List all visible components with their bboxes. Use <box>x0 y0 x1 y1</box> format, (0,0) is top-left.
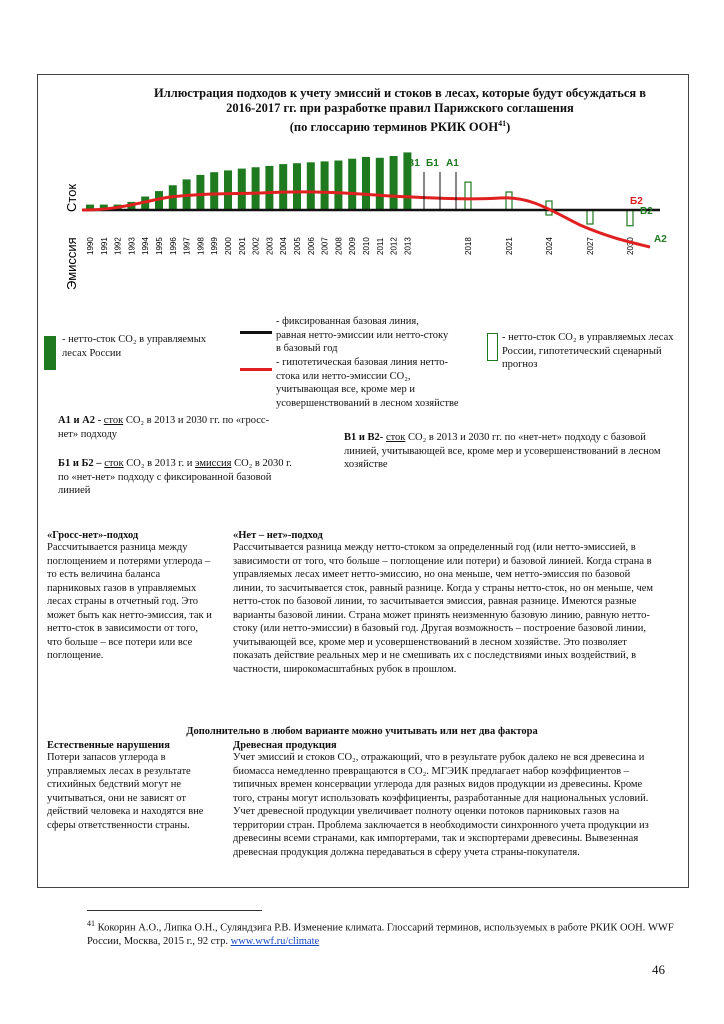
year-label-2010: 2010 <box>362 237 371 255</box>
bar-2000 <box>224 170 232 210</box>
gross-heading: «Гросс-нет»-подход <box>47 530 139 541</box>
label-b2: Б2 <box>630 196 643 207</box>
def-b: Б1 и Б2 – сток CO₂ в 2013 г. и эмиссия CO₂ в 2030 г. по «нет-нет» подходу с фиксированной базовой линией <box>58 458 292 496</box>
natural-body: Потери запасов углерода в управляемых лесах в результате стихийных бедствий могут не учитываться, они не зависят от действий человека и находятся вне сферы ответственности страны. <box>47 752 204 831</box>
footnote-divider <box>87 910 262 911</box>
title-line-3: (по глоссарию терминов РКИК ООН$^{41}$) <box>289 119 511 135</box>
bar-1999 <box>210 172 218 210</box>
legend-green-solid-label: - нетто-сток CO₂ в управляемых лесах России <box>62 334 207 359</box>
label-b1: Б1 <box>426 158 439 169</box>
year-label-2008: 2008 <box>334 237 344 255</box>
legend-black-line <box>240 331 272 334</box>
year-label-2009: 2009 <box>348 237 358 255</box>
year-label-1994: 1994 <box>141 237 151 255</box>
label-a2: А2 <box>654 234 667 245</box>
legend-red-label: - гипотетическая базовая линия нетто-стока или нетто-эмиссии CO₂, учитывающая все, кроме мер и усовершенствований в лесном хозяйстве <box>276 357 459 409</box>
year-label-1998: 1998 <box>196 237 206 255</box>
wood-heading: Древесная продукция <box>233 740 337 751</box>
footnote-link[interactable]: www.wwf.ru/climate <box>230 936 320 947</box>
legend-red-line <box>240 368 272 371</box>
title-line-1: Иллюстрация подходов к учету эмиссий и стоков в лесах, которые будут обсуждаться в <box>153 86 647 100</box>
carbon-chart <box>60 150 680 300</box>
net-body: Рассчитывается разница между нетто-стоком за определенный год (или нетто-эмиссией, в зависимости от того, что больше – поглощение или потери) и базовой линией. Когда страна в управляемых лесах имеет нетто-эмиссию, но она меньше, чем нетто-эмиссия по базовой линии, то засчитывается сток, равный разнице. Когда у страны нетто-сток, но он меньше, чем нетто-сток по базовой линии, то засчитывается эмиссия, равная разнице. Имеются разные варианты базовой линии. Страна может принять неизменную базовую линию, равную нетто-стоку (или нетто-эмиссии) в базовый год. Другая возможность – построение базовой линии, учитывающей все, кроме мер и усовершенствований в лесном хозяйстве. Это позволяет показать действие реальных мер и не смешивать их с последствиями иных воздействий, в частности, широкомасштабных рубок в прошлом. <box>233 542 654 675</box>
bar-2012 <box>390 156 398 210</box>
label-v1: В1 <box>407 158 420 169</box>
year-label-2006: 2006 <box>306 237 316 255</box>
forecast-bar-2018 <box>465 182 471 210</box>
legend-black-label: - фиксированная базовая линия, равная нетто-эмиссии или нетто-стоку в базовый год <box>276 316 449 354</box>
year-label-2004: 2004 <box>279 237 289 255</box>
axis-label-stock: Сток <box>64 183 79 212</box>
footnote: $^{41}$ Кокорин А.О., Липка О.Н., Суляндзига Р.В. Изменение климата. Глоссарий терминов, используемых в работе РКИК ООН. WWF России, Москва, 2015 г., 92 стр. www.wwf.ru/climate <box>87 919 674 947</box>
additional-heading: Дополнительно в любом варианте можно учитывать или нет два фактора <box>186 726 538 737</box>
bar-2002 <box>252 167 260 210</box>
bar-2007 <box>321 161 329 210</box>
legend-green-solid-swatch <box>44 336 56 370</box>
year-label-2005: 2005 <box>293 237 302 255</box>
year-label-1997: 1997 <box>182 237 192 255</box>
year-label-2012: 2012 <box>389 237 399 255</box>
year-label-2013: 2013 <box>403 237 413 255</box>
bar-2005 <box>293 163 301 210</box>
natural-section <box>47 740 225 832</box>
year-label-1992: 1992 <box>113 237 123 255</box>
legend-green-outline-label: - нетто-сток CO₂ в управляемых лесах России, гипотетический сценарный прогноз <box>502 332 674 370</box>
year-label-1996: 1996 <box>168 237 178 255</box>
year-label-2002: 2002 <box>251 237 261 255</box>
bar-2006 <box>307 162 315 210</box>
title-line-2: 2016-2017 гг. при разработке правил Парижского соглашения <box>226 101 574 115</box>
bar-2003 <box>265 166 273 210</box>
forecast-bar-2021 <box>506 192 512 210</box>
forecast-bar-2027 <box>587 210 593 224</box>
bar-2011 <box>376 158 384 210</box>
year-label-2024: 2024 <box>545 237 554 255</box>
year-label-2007: 2007 <box>320 237 330 255</box>
year-label-2000: 2000 <box>224 237 233 255</box>
legend-green-outline-swatch <box>487 333 498 361</box>
net-section <box>233 530 663 676</box>
bar-2004 <box>279 164 287 210</box>
year-label-1999: 1999 <box>210 237 220 255</box>
natural-heading: Естественные нарушения <box>47 740 170 751</box>
page-number: 46 <box>652 962 665 977</box>
net-heading: «Нет – нет»-подход <box>233 530 323 541</box>
forecast-bar-2030 <box>627 210 633 226</box>
bar-2008 <box>334 161 342 211</box>
label-v2: В2 <box>640 206 653 217</box>
year-label-2021: 2021 <box>505 237 514 255</box>
bar-2010 <box>362 157 370 210</box>
year-label-2018: 2018 <box>464 237 473 255</box>
year-label-1990: 1990 <box>86 237 95 255</box>
bar-2009 <box>348 159 356 210</box>
bar-2001 <box>238 169 246 210</box>
bar-1998 <box>196 175 204 210</box>
figure-title <box>130 86 670 135</box>
year-label-2011: 2011 <box>375 237 385 255</box>
wood-body: Учет эмиссий и стоков CO₂, отражающий, что в результате рубок далеко не вся древесина и биомасса немедленно превращаются в CO₂. МГЭИК предлагает набор коэффициентов – типичных времен консервации углерода для разных видов продукции из древесины. Кроме того, страны могут использовать коэффициенты, разработанные для национальных условий. Учет древесной продукции увеличивает полноту оценки потоков парниковых газов на территории стран. Проблема заключается в необходимости синхронного учета продукции из древесины всеми странами, как импортерами, так и экспортерами древесины. Вывезенная древесная продукция должна передаваться в сферу учета страны-покупателя. <box>233 752 649 858</box>
gross-body: Рассчитывается разница между поглощением и потерями углерода – то есть величина баланса парниковых газов в управляемых лесах страны в отчетный год. Это может быть как нетто-эмиссия, так и нетто-сток в зависимости от того, что больше – все потери или все поглощение. <box>47 542 212 661</box>
year-label-2030: 2030 <box>626 237 635 255</box>
year-label-2001: 2001 <box>237 237 247 255</box>
year-label-1991: 1991 <box>99 237 109 255</box>
def-v: В1 и В2- сток CO₂ в 2013 и 2030 гг. по «нет-нет» подходу с базовой линией, учитывающей все, кроме мер и усовершенствований в лесном хозяйстве <box>344 432 661 470</box>
year-label-2003: 2003 <box>265 237 275 255</box>
year-label-1993: 1993 <box>127 237 137 255</box>
footnote-ref[interactable]: 41 <box>498 119 507 128</box>
wood-section <box>233 740 665 859</box>
year-label-1995: 1995 <box>155 237 164 255</box>
def-a: А1 и А2 - сток CO₂ в 2013 и 2030 гг. по «гросс-нет» подходу <box>58 415 270 440</box>
axis-label-emission: Эмиссия <box>64 237 79 290</box>
year-label-2027: 2027 <box>586 237 595 255</box>
label-a1: А1 <box>446 158 459 169</box>
gross-section <box>47 530 212 663</box>
